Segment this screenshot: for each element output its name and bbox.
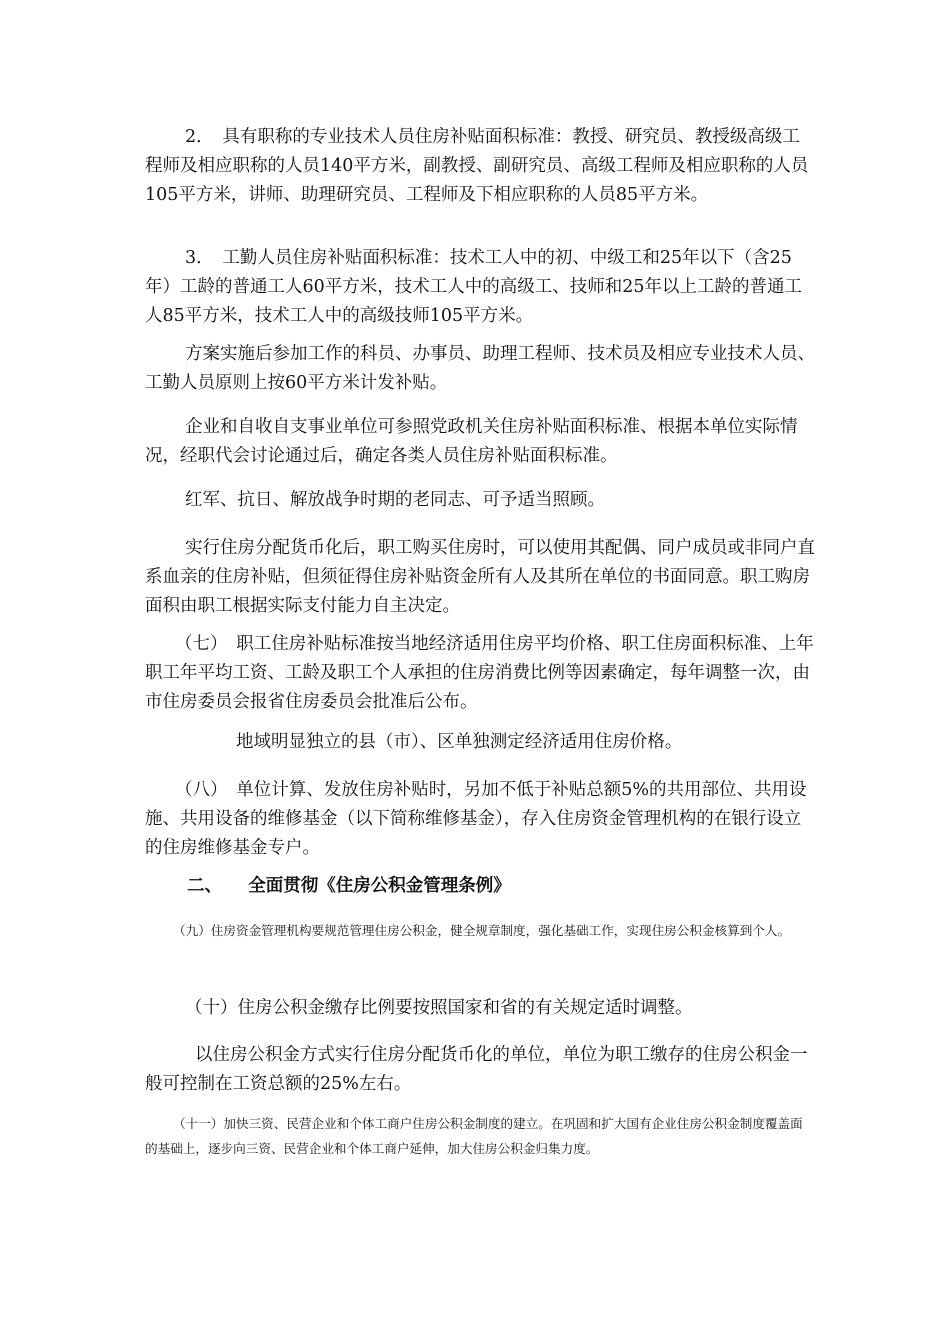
- paragraph-item-3: 3． 工勤人员住房补贴面积标准：技术工人中的初、中级工和25年以下（含25年）工龄的普通工人60平方米，技术工人中的高级工、技师和25年以上工龄的普通工人85平方米，技术工人中的高级技师105平方米。: [145, 248, 803, 326]
- paragraph-purchase: 实行住房分配货币化后，职工购买住房时，可以使用其配偶、同户成员或非同户直系血亲的住房补贴，但须征得住房补贴资金所有人及其所在单位的书面同意。职工购房面积由职工根据实际支付能力自主决定。: [145, 538, 815, 616]
- paragraph-enterprise: 企业和自收自支事业单位可参照党政机关住房补贴面积标准、根据本单位实际情况，经职代会讨论通过后，确定各类人员住房补贴面积标准。: [145, 417, 798, 466]
- paragraph-item-11: （十一）加快三资、民营企业和个体工商户住房公积金制度的建立。在巩固和扩大国有企业住房公积金制度覆盖面的基础上，逐步向三资、民营企业和个体工商户延伸，加大住房公积金归集力度。: [145, 1116, 803, 1156]
- paragraph-item-8: （八） 单位计算、发放住房补贴时，另加不低于补贴总额5%的共用部位、共用设施、共用设备的维修基金（以下简称维修基金），存入住房资金管理机构的在银行设立的住房维修基金专户。: [145, 780, 807, 858]
- paragraph-item-9: （九）住房资金管理机构要规范管理住房公积金，健全规章制度，强化基础工作，实现住房公积金核算到个人。: [173, 923, 791, 938]
- paragraph-item-7: （七） 职工住房补贴标准按当地经济适用住房平均价格、职工住房面积标准、上年职工年平均工资、工龄及职工个人承担的住房消费比例等因素确定，每年调整一次，由市住房委员会报省住房委员会批准后公布。: [145, 634, 814, 712]
- paragraph-ratio: 以住房公积金方式实行住房分配货币化的单位，单位为职工缴存的住房公积金一般可控制在工资总额的25%左右。: [145, 1045, 808, 1094]
- paragraph-item-10: （十）住房公积金缴存比例要按照国家和省的有关规定适时调整。: [185, 998, 693, 1018]
- paragraph-veterans: 红军、抗日、解放战争时期的老同志、可予适当照顾。: [185, 490, 605, 510]
- paragraph-county: 地域明显独立的县（市）、区单独测定经济适用住房价格。: [236, 732, 683, 752]
- section-heading-2: 二、 全面贯彻《住房公积金管理条例》: [187, 876, 511, 896]
- paragraph-new-staff: 方案实施后参加工作的科员、办事员、助理工程师、技术员及相应专业技术人员、工勤人员原则上按60平方米计发补贴。: [145, 344, 815, 393]
- paragraph-item-2: 2． 具有职称的专业技术人员住房补贴面积标准：教授、研究员、教授级高级工程师及相应职称的人员140平方米，副教授、副研究员、高级工程师及相应职称的人员105平方米，讲师、助理研究员、工程师及下相应职称的人员85平方米。: [145, 127, 809, 205]
